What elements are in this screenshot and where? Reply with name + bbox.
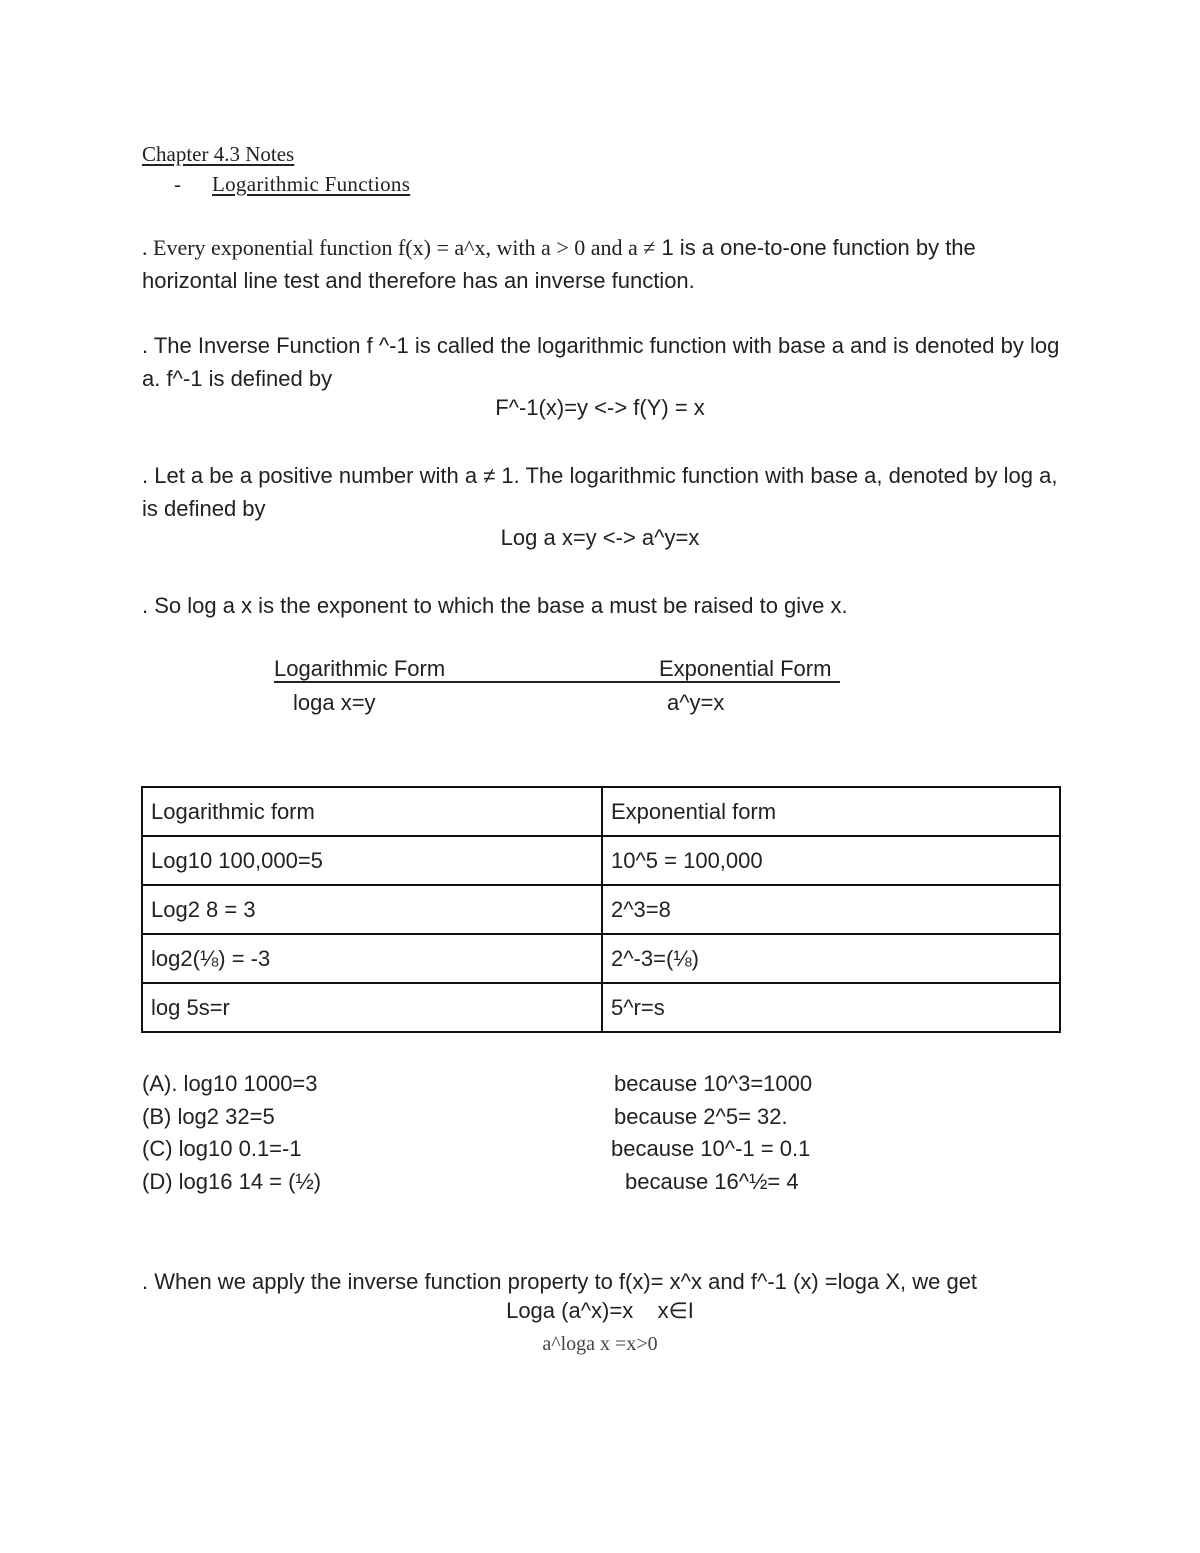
- table-cell-log: Log10 100,000=5: [142, 836, 602, 885]
- table-header-exp: Exponential form: [602, 787, 1060, 836]
- table-row: [142, 934, 1060, 983]
- table-cell-log: Log2 8 = 3: [142, 885, 602, 934]
- exp-form-example: a^y=x: [667, 690, 725, 715]
- example-a-statement: (A). log10 1000=3: [142, 1071, 318, 1096]
- example-d-statement: (D) log16 14 = (½): [142, 1169, 322, 1194]
- table-cell-exp: 2^3=8: [602, 885, 1060, 934]
- table-cell-exp: 5^r=s: [602, 983, 1060, 1032]
- table-row: [142, 983, 1060, 1032]
- table-row: [142, 836, 1060, 885]
- table-cell-exp: 2^-3=(⅛): [602, 934, 1060, 983]
- equation-property-1: Loga (a^x)=x x∈I: [506, 1298, 694, 1323]
- section-heading: Logarithmic Functions: [212, 172, 411, 196]
- example-a-reason: because 10^3=1000: [614, 1071, 813, 1096]
- example-c-reason: because 10^-1 = 0.1: [611, 1136, 811, 1161]
- exp-form-header: Exponential Form: [659, 656, 832, 681]
- table-header-row: [142, 787, 1060, 836]
- paragraph-exponential: [142, 231, 1062, 297]
- paragraph-inverse: . The Inverse Function f ^-1 is called the logarithmic function with base a and is denoted by log a. f^-1 is defined by: [142, 333, 1060, 391]
- paragraph-exponential-serif: . Every exponential function f(x) = a^x, with a > 0 and a ≠: [142, 235, 656, 260]
- form-header-underline: [274, 681, 840, 683]
- table-cell-exp: 10^5 = 100,000: [602, 836, 1060, 885]
- example-b-reason: because 2^5= 32.: [614, 1104, 788, 1129]
- paragraph-exponential-sans: 1 is a one-to-one function by the horizontal line test and therefore has an inverse function.: [142, 235, 976, 293]
- example-d-reason: because 16^½= 4: [625, 1169, 799, 1194]
- log-form-header: Logarithmic Form: [274, 656, 446, 681]
- subtitle-dash: -: [174, 172, 181, 196]
- equation-inverse: F^-1(x)=y <-> f(Y) = x: [495, 395, 705, 420]
- table-row: [142, 885, 1060, 934]
- table-cell-log: log 5s=r: [142, 983, 602, 1032]
- log-form-example: loga x=y: [293, 690, 376, 715]
- paragraph-definition: . Let a be a positive number with a ≠ 1. The logarithmic function with base a, denoted by log a, is defined by: [142, 463, 1058, 521]
- equation-definition: Log a x=y <-> a^y=x: [500, 525, 700, 550]
- paragraph-inverse-property: . When we apply the inverse function property to f(x)= x^x and f^-1 (x) =loga X, we get: [142, 1269, 978, 1294]
- paragraph-exponent: . So log a x is the exponent to which the base a must be raised to give x.: [142, 593, 848, 618]
- page-title: Chapter 4.3 Notes: [142, 142, 295, 166]
- table-cell-log: log2(⅛) = -3: [142, 934, 602, 983]
- example-b-statement: (B) log2 32=5: [142, 1104, 275, 1129]
- log-exp-table: [141, 786, 1061, 1033]
- example-c-statement: (C) log10 0.1=-1: [142, 1136, 302, 1161]
- table-header-log: Logarithmic form: [142, 787, 602, 836]
- equation-property-2: a^loga x =x>0: [542, 1333, 658, 1355]
